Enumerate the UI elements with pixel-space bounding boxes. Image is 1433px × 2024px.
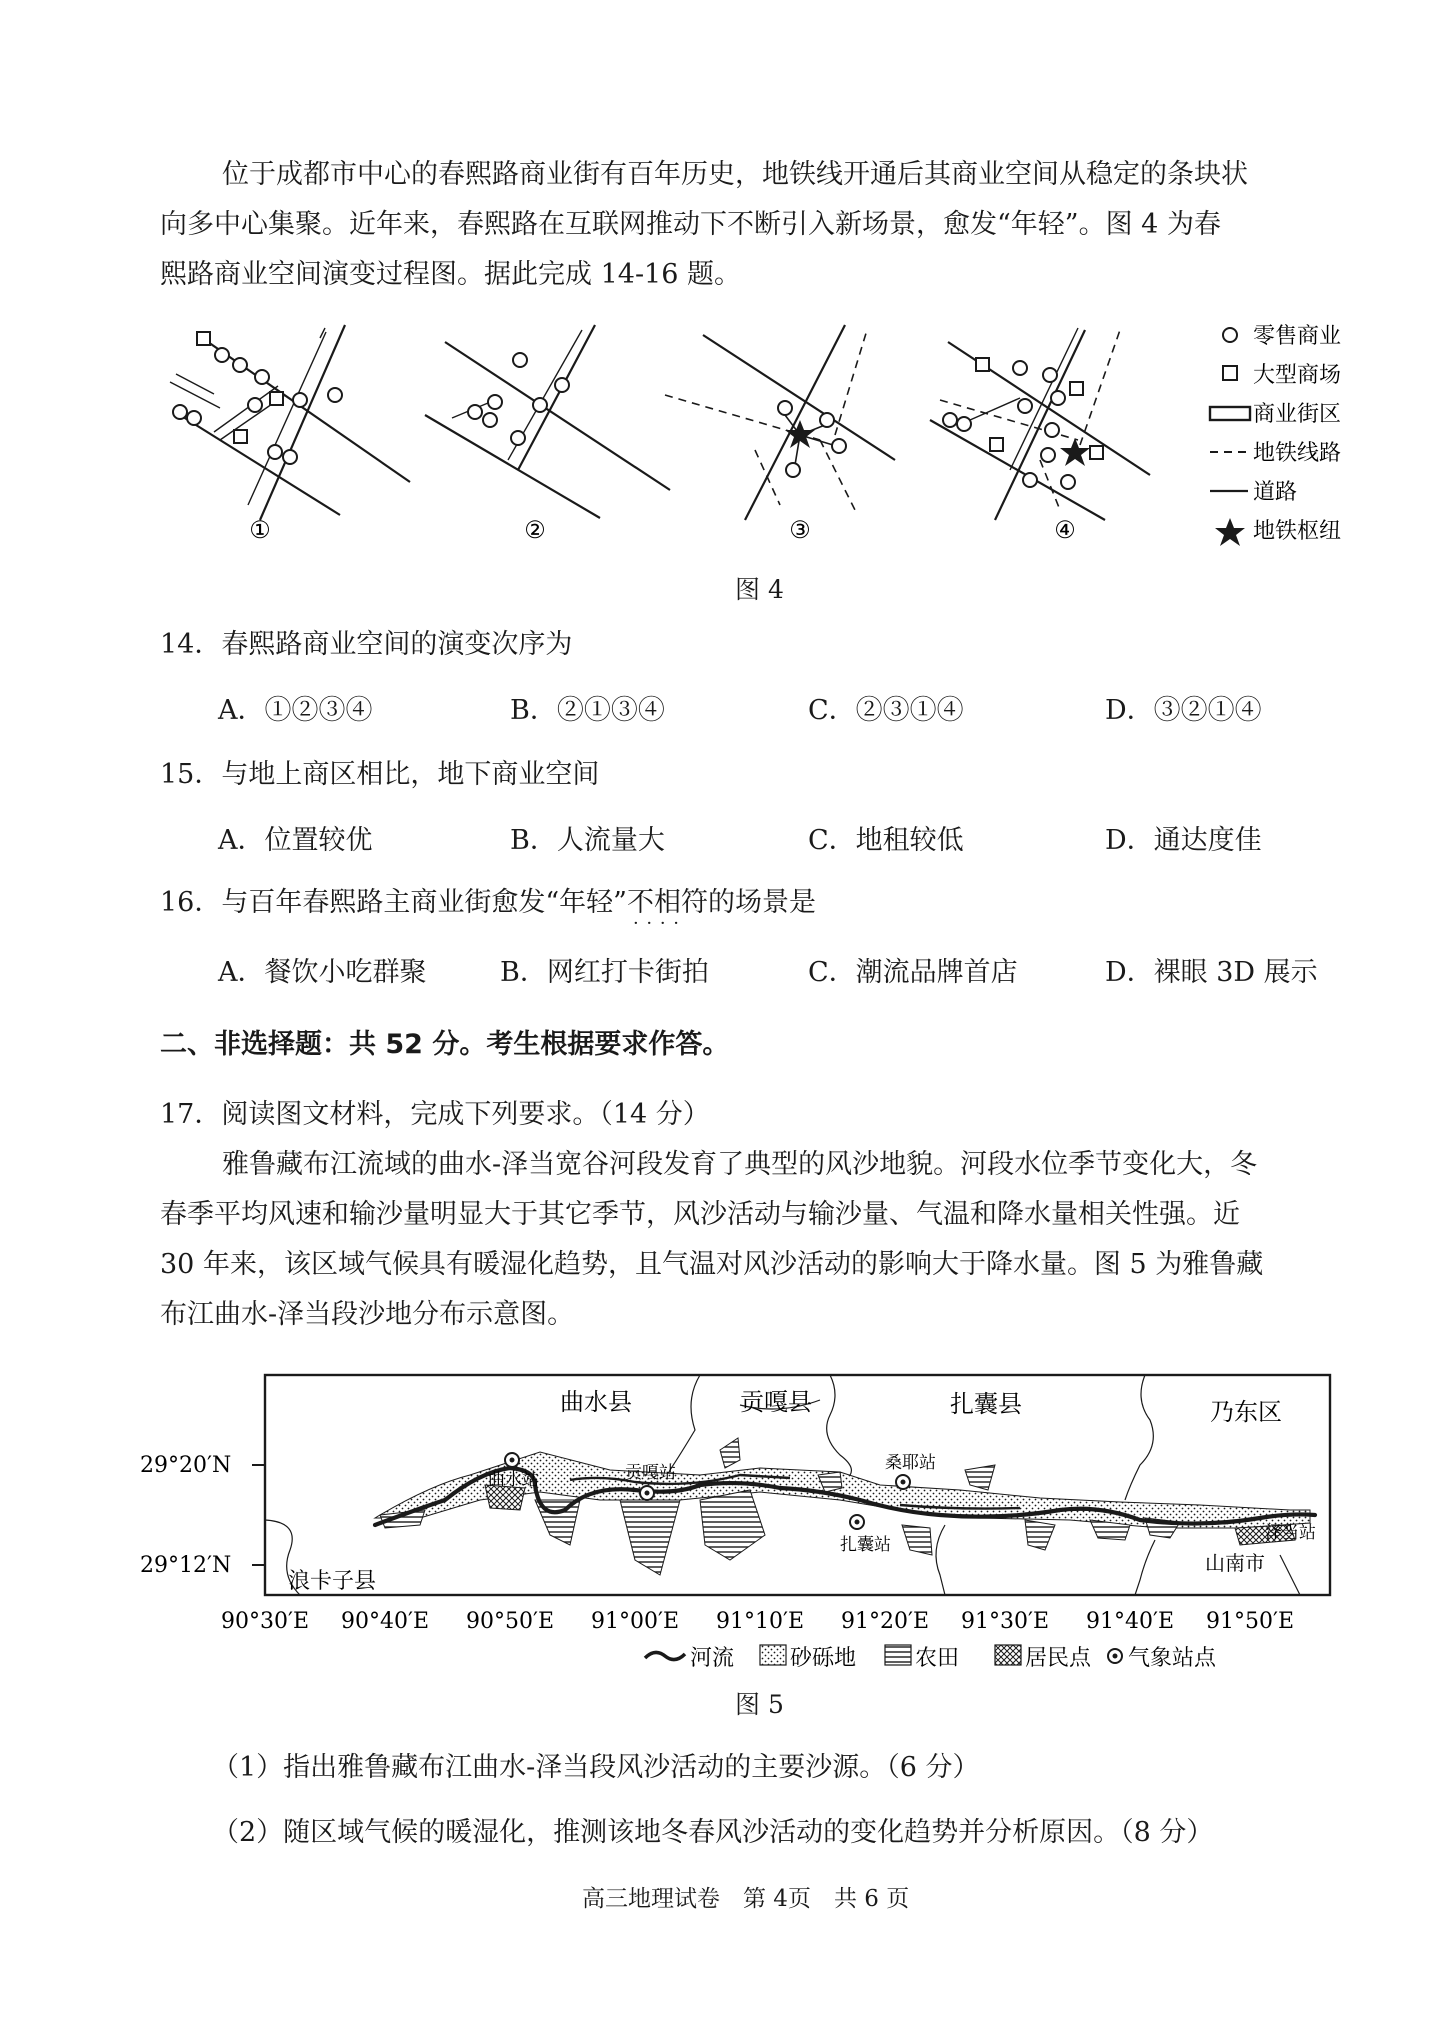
longitude-label: 91°50′E [1205, 1609, 1295, 1634]
longitude-label: 91°20′E [840, 1609, 930, 1634]
figure-4-panel-label: ③ [789, 516, 811, 544]
figure-4 [150, 320, 1370, 560]
subway-hub-icon [1215, 518, 1245, 546]
question-16-stem [160, 880, 816, 919]
question-16-option-d: D．裸眼 3D 展示 [1105, 957, 1318, 988]
station-label: 贡嘎站 [625, 1463, 676, 1483]
material-line: 布江曲水-泽当段沙地分布示意图。 [160, 1299, 575, 1330]
intro-line: 向多中心集聚。近年来，春熙路在互联网推动下不断引入新场景，愈发“年轻”。图 4 为春 [160, 209, 1221, 240]
figure-4-panel-3 [665, 325, 895, 520]
station-label: 曲水站 [488, 1470, 539, 1490]
intro-line: 位于成都市中心的春熙路商业街有百年历史，地铁线开通后其商业空间从稳定的条块状 [222, 159, 1248, 190]
settlement-icon [995, 1645, 1021, 1665]
county-label: 山南市 [1205, 1551, 1265, 1575]
figure-4-panel-label: ① [249, 516, 271, 544]
figure-4-legend [1210, 324, 1341, 546]
mall-icon [1223, 366, 1237, 380]
farmland-icon [885, 1645, 911, 1665]
question-15-stem: 15．与地上商区相比，地下商业空间 [160, 759, 600, 790]
latitude-label: 29°12′N [140, 1553, 232, 1578]
figure-4-panel-4 [930, 328, 1150, 520]
question-16-stem-pre: 16．与百年春熙路主商业街愈发“年轻” [160, 887, 627, 918]
question-15-option-b: B．人流量大 [510, 825, 665, 856]
county-label: 曲水县 [560, 1388, 632, 1416]
longitude-label: 91°40′E [1085, 1609, 1175, 1634]
legend-label: 地铁线路 [1253, 441, 1342, 466]
question-15-option-a: A．位置较优 [218, 825, 373, 856]
station-label: 泽当站 [1265, 1523, 1316, 1543]
legend-label: 零售商业 [1253, 324, 1342, 349]
question-17-stem: 17．阅读图文材料，完成下列要求。（14 分） [160, 1099, 710, 1130]
longitude-label: 91°00′E [590, 1609, 680, 1634]
question-14-option-c: C．②③①④ [808, 695, 964, 726]
page-footer: 高三地理试卷 第 4页 共 6 页 [582, 1886, 910, 1912]
question-17-sub-1: （1）指出雅鲁藏布江曲水-泽当段风沙活动的主要沙源。（6 分） [212, 1752, 980, 1783]
question-15-option-d: D．通达度佳 [1105, 825, 1262, 856]
county-label: 乃东区 [1210, 1398, 1282, 1426]
longitude-label: 90°40′E [340, 1609, 430, 1634]
question-15-option-c: C．地租较低 [808, 825, 964, 856]
longitude-label: 91°10′E [715, 1609, 805, 1634]
figure-5-caption: 图 5 [735, 1690, 784, 1719]
question-17-material [160, 1140, 1350, 1340]
figure-4-panel-label: ② [524, 516, 546, 544]
question-14-option-a: A．①②③④ [218, 695, 373, 726]
commercial-block-icon [1210, 407, 1250, 420]
legend-label: 道路 [1253, 480, 1298, 505]
question-14-stem: 14．春熙路商业空间的演变次序为 [160, 629, 573, 660]
legend-label: 农田 [915, 1646, 960, 1670]
longitude-labels [221, 1609, 1294, 1634]
station-label: 桑耶站 [885, 1453, 936, 1473]
retail-icon [1223, 328, 1237, 342]
county-label: 贡嘎县 [740, 1388, 812, 1416]
legend-label: 河流 [690, 1646, 735, 1670]
figure-4-panel-label: ④ [1054, 516, 1076, 544]
latitude-label: 29°20′N [140, 1453, 232, 1478]
county-label: 扎囊县 [950, 1390, 1022, 1418]
question-16-option-a: A．餐饮小吃群聚 [218, 957, 427, 988]
intro-line: 熙路商业空间演变过程图。据此完成 14-16 题。 [160, 259, 742, 290]
legend-label: 地铁枢纽 [1253, 519, 1342, 544]
legend-label: 气象站点 [1128, 1646, 1217, 1670]
county-label: 浪卡子县 [288, 1569, 377, 1594]
gravel-icon [760, 1645, 786, 1665]
intro-paragraph [160, 150, 1350, 300]
material-line: 雅鲁藏布江流域的曲水-泽当宽谷河段发育了典型的风沙地貌。河段水位季节变化大，冬 [222, 1149, 1258, 1180]
question-14-option-d: D．③②①④ [1105, 695, 1262, 726]
legend-label: 居民点 [1025, 1646, 1092, 1670]
question-14-option-b: B．②①③④ [510, 695, 665, 726]
figure-4-panel-2 [425, 325, 670, 518]
longitude-label: 90°50′E [465, 1609, 555, 1634]
question-16-stem-post: 的场景是 [707, 887, 816, 918]
question-16-option-c: C．潮流品牌首店 [808, 957, 1018, 988]
station-label: 扎囊站 [840, 1535, 891, 1555]
material-line: 30 年来，该区域气候具有暖湿化趋势，且气温对风沙活动的影响大于降水量。图 5 为雅鲁藏 [160, 1249, 1264, 1280]
legend-label: 大型商场 [1253, 363, 1342, 388]
material-line: 春季平均风速和输沙量明显大于其它季节，风沙活动与输沙量、气温和降水量相关性强。近 [160, 1199, 1240, 1230]
legend-label: 砂砾地 [790, 1646, 857, 1670]
figure-5-legend [645, 1645, 1217, 1670]
legend-label: 商业街区 [1253, 402, 1342, 427]
figure-4-panel-1 [170, 325, 410, 520]
figure-4-caption: 图 4 [735, 575, 784, 604]
question-16-option-b: B．网红打卡街拍 [500, 957, 709, 988]
longitude-label: 90°30′E [220, 1609, 310, 1634]
section-2-heading: 二、非选择题：共 52 分。考生根据要求作答。 [160, 1029, 730, 1060]
longitude-label: 91°30′E [960, 1609, 1050, 1634]
river-icon [645, 1652, 685, 1659]
question-16-stem-emphasis: 不相符 · · · · [627, 887, 708, 918]
question-17-sub-2: （2）随区域气候的暖湿化，推测该地冬春风沙活动的变化趋势并分析原因。（8 分） [212, 1817, 1214, 1848]
figure-5 [140, 1360, 1360, 1670]
